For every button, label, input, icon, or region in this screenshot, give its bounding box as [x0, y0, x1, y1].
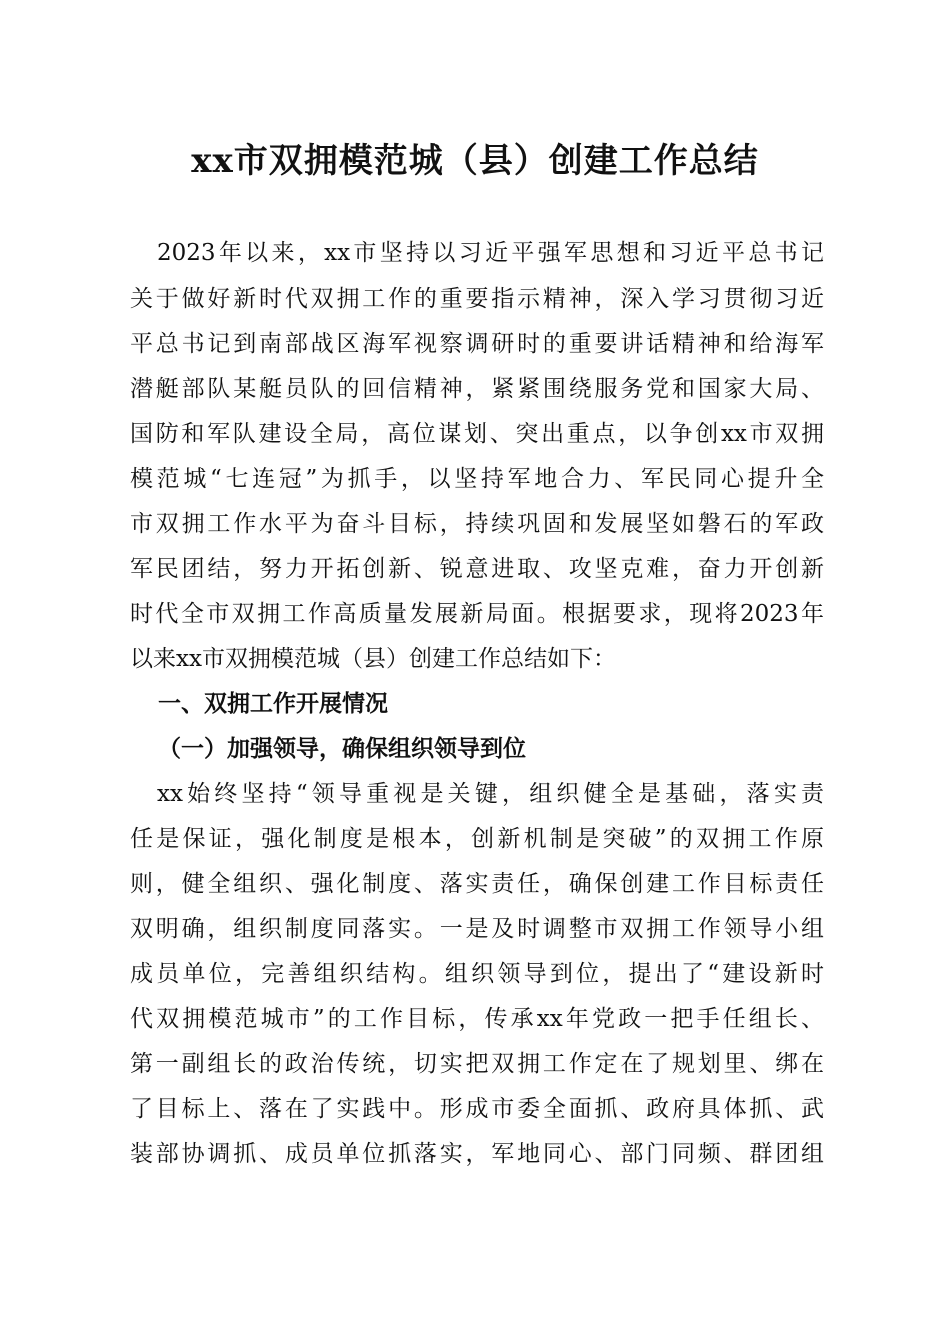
document-title: xx市双拥模范城（县）创建工作总结	[191, 141, 759, 181]
intro-line-10: 以来xx市双拥模范城（县）创建工作总结如下：	[130, 646, 616, 672]
intro-line-5: 国防和军队建设全局，高位谋划、突出重点，以争创xx市双拥	[130, 421, 824, 447]
subsection-heading-1: （一）加强领导，确保组织领导到位	[158, 735, 526, 762]
intro-line-8: 军民团结，努力开拓创新、锐意进取、攻坚克难，奋力开创新	[130, 556, 824, 582]
intro-line-4: 潜艇部队某艇员队的回信精神，紧紧围绕服务党和国家大局、	[130, 376, 824, 402]
body-line-8: 了目标上、落在了实践中。形成市委全面抓、政府具体抓、武	[130, 1096, 824, 1122]
body-line-1: xx始终坚持“领导重视是关键，组织健全是基础，落实责	[157, 781, 824, 807]
body-line-9: 装部协调抓、成员单位抓落实，军地同心、部门同频、群团组	[130, 1141, 824, 1167]
intro-line-3: 平总书记到南部战区海军视察调研时的重要讲话精神和给海军	[130, 331, 824, 357]
intro-line-7: 市双拥工作水平为奋斗目标，持续巩固和发展坚如磐石的军政	[130, 511, 824, 537]
body-line-6: 代双拥模范城市”的工作目标，传承xx年党政一把手任组长、	[130, 1006, 824, 1032]
section-heading-1: 一、双拥工作开展情况	[158, 691, 388, 717]
body-line-2: 任是保证，强化制度是根本，创新机制是突破”的双拥工作原	[130, 826, 824, 852]
body-line-5: 成员单位，完善组织结构。组织领导到位，提出了“建设新时	[130, 961, 824, 987]
intro-line-9: 时代全市双拥工作高质量发展新局面。根据要求，现将2023年	[130, 601, 824, 627]
intro-line-6: 模范城“七连冠”为抓手，以坚持军地合力、军民同心提升全	[130, 466, 824, 492]
intro-line-2: 关于做好新时代双拥工作的重要指示精神，深入学习贯彻习近	[130, 286, 824, 312]
body-line-7: 第一副组长的政治传统，切实把双拥工作定在了规划里、绑在	[130, 1051, 824, 1077]
body-line-3: 则，健全组织、强化制度、落实责任，确保创建工作目标责任	[130, 871, 824, 897]
intro-line-1: 2023年以来，xx市坚持以习近平强军思想和习近平总书记	[157, 240, 824, 266]
body-line-4: 双明确，组织制度同落实。一是及时调整市双拥工作领导小组	[130, 916, 824, 942]
